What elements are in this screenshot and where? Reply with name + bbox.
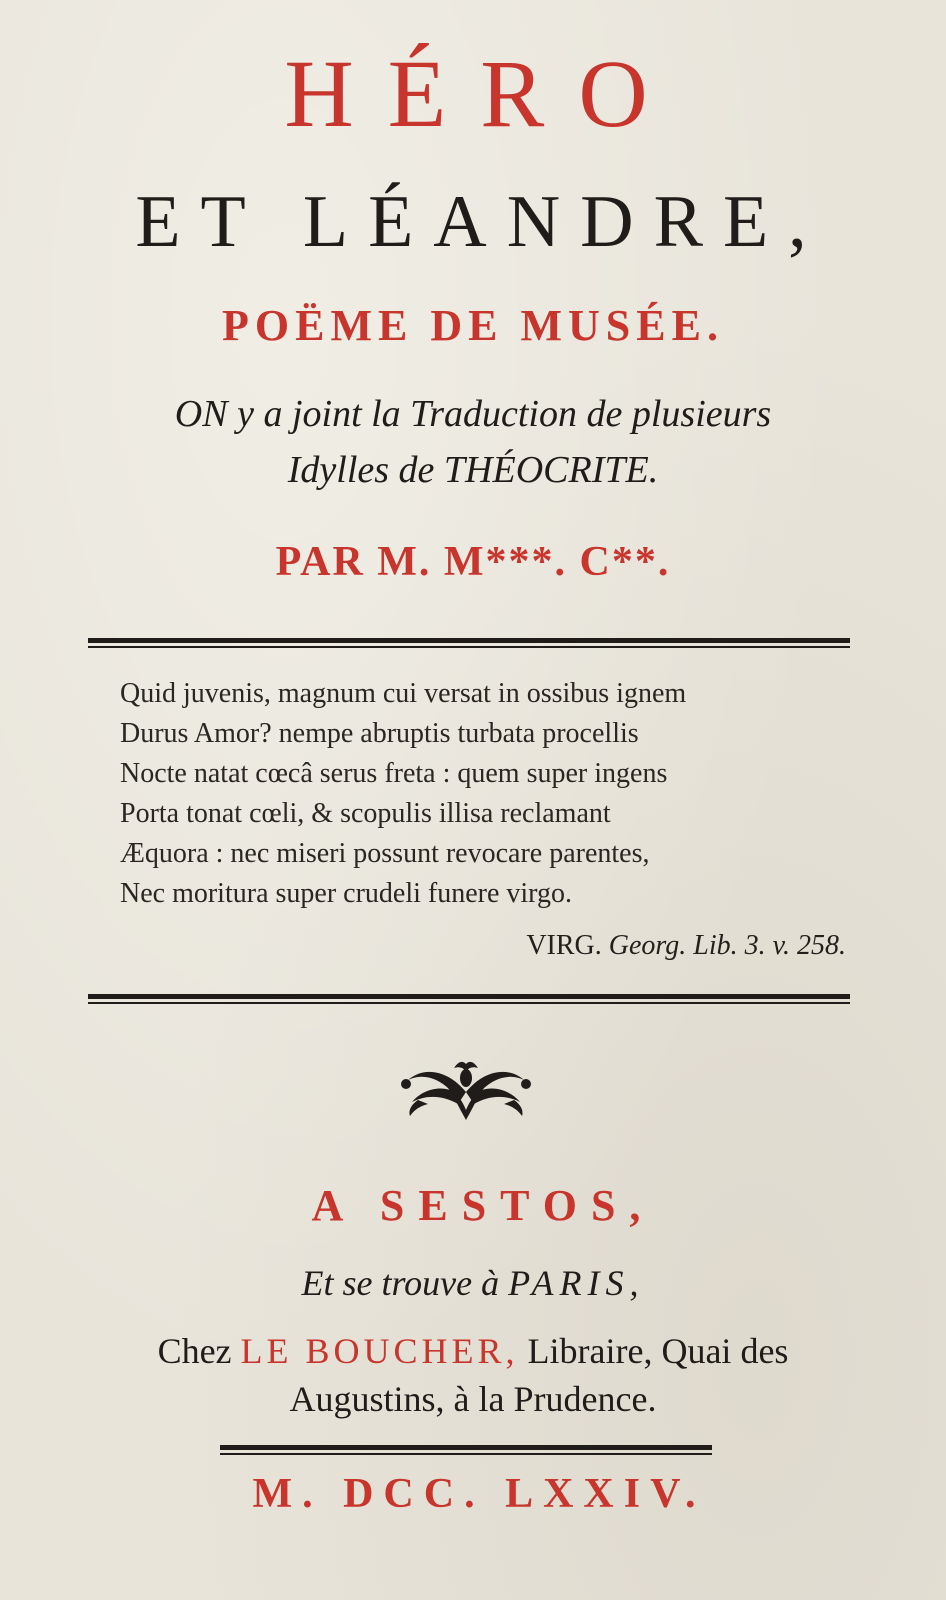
epigraph-line: Æquora : nec miseri possunt revocare parentes, <box>120 838 650 869</box>
epigraph-citation <box>526 930 846 962</box>
sold-city: PARIS, <box>508 1263 645 1303</box>
fleuron-ornament-icon <box>398 1060 534 1126</box>
epigraph-line: Porta tonat cœli, & scopulis illisa reclamant <box>120 798 611 829</box>
epigraph-line: Durus Amor? nempe abruptis turbata procellis <box>120 718 639 749</box>
imprint-publisher-line <box>0 1330 946 1372</box>
double-rule-bottom <box>220 1445 712 1455</box>
chez-word: Chez <box>157 1331 232 1371</box>
joint-line-1: ON y a joint la Traduction de plusieurs <box>174 393 772 435</box>
sold-prefix: Et se trouve à <box>301 1263 500 1303</box>
imprint-year: M. DCC. LXXIV. <box>252 1471 706 1517</box>
imprint-place: A SESTOS, <box>311 1181 655 1230</box>
epigraph-line: Nocte natat cœcâ serus freta : quem super ingens <box>120 758 668 789</box>
author-line: PAR M. M***. C**. <box>275 539 671 585</box>
publisher-name: LE BOUCHER, <box>240 1331 519 1371</box>
epigraph-line: Nec moritura super crudeli funere virgo. <box>120 878 572 909</box>
double-rule-middle <box>88 994 850 1004</box>
joint-line-2: Idylles de THÉOCRITE. <box>287 449 659 491</box>
chez-rest: Libraire, Quai des <box>527 1331 789 1371</box>
title-et-leandre: ET LÉANDRE, <box>135 181 827 263</box>
citation-author: VIRG. <box>526 930 602 961</box>
double-rule-top <box>88 638 850 648</box>
citation-reference: Georg. Lib. 3. v. 258. <box>608 930 846 961</box>
subtitle: POËME DE MUSÉE. <box>222 301 724 350</box>
epigraph-line: Quid juvenis, magnum cui versat in ossibus ignem <box>120 678 687 709</box>
imprint-address: Augustins, à la Prudence. <box>289 1379 657 1419</box>
imprint-sold-line <box>0 1262 946 1304</box>
title-hero: HÉRO <box>284 40 682 147</box>
